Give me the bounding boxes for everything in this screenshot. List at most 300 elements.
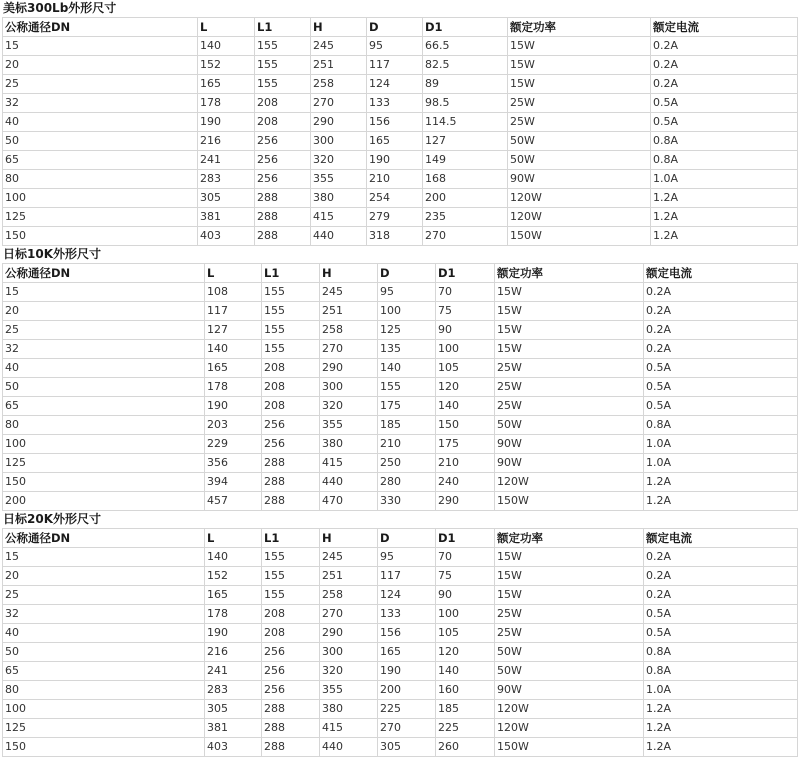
- table-cell: 380: [311, 189, 367, 208]
- table-cell: 105: [436, 359, 495, 378]
- table-cell: 235: [423, 208, 508, 227]
- table-row: [3, 227, 798, 246]
- table-row: [3, 170, 798, 189]
- table-cell: 100: [436, 605, 495, 624]
- table-cell: 225: [436, 719, 495, 738]
- table-cell: 120W: [495, 719, 644, 738]
- table-cell: 155: [255, 56, 311, 75]
- table-cell: 75: [436, 302, 495, 321]
- table-cell: 168: [423, 170, 508, 189]
- table-cell: 251: [311, 56, 367, 75]
- table-cell: 270: [311, 94, 367, 113]
- table-cell: 50: [3, 132, 198, 151]
- column-header: D: [367, 18, 423, 37]
- table-cell: 50: [3, 378, 205, 397]
- table-cell: 355: [320, 681, 378, 700]
- table-cell: 0.2A: [651, 75, 798, 94]
- table-cell: 208: [262, 378, 320, 397]
- column-header: D1: [423, 18, 508, 37]
- table-cell: 133: [378, 605, 436, 624]
- table-cell: 256: [262, 435, 320, 454]
- table-cell: 208: [255, 113, 311, 132]
- table-cell: 0.2A: [644, 283, 798, 302]
- table-cell: 140: [378, 359, 436, 378]
- table-cell: 1.0A: [644, 435, 798, 454]
- table-row: [3, 397, 798, 416]
- table-cell: 156: [367, 113, 423, 132]
- table-cell: 190: [205, 397, 262, 416]
- table-cell: 20: [3, 567, 205, 586]
- column-header: L1: [255, 18, 311, 37]
- table-row: [3, 283, 798, 302]
- table-cell: 50W: [495, 416, 644, 435]
- table-cell: 415: [320, 454, 378, 473]
- column-header: 额定功率: [495, 529, 644, 548]
- table-cell: 403: [205, 738, 262, 757]
- table-row: [3, 719, 798, 738]
- table-cell: 150: [436, 416, 495, 435]
- table-cell: 0.2A: [644, 302, 798, 321]
- table-cell: 150W: [495, 738, 644, 757]
- table-cell: 203: [205, 416, 262, 435]
- column-header: 额定电流: [644, 264, 798, 283]
- table-cell: 100: [3, 435, 205, 454]
- table-cell: 320: [311, 151, 367, 170]
- table-cell: 90: [436, 321, 495, 340]
- table-cell: 210: [436, 454, 495, 473]
- table-cell: 178: [198, 94, 255, 113]
- table-cell: 256: [262, 681, 320, 700]
- column-header: H: [320, 264, 378, 283]
- table-cell: 0.2A: [644, 586, 798, 605]
- table-cell: 258: [311, 75, 367, 94]
- table-cell: 260: [436, 738, 495, 757]
- table-cell: 155: [262, 340, 320, 359]
- table-cell: 124: [367, 75, 423, 94]
- table-cell: 270: [320, 340, 378, 359]
- table-cell: 114.5: [423, 113, 508, 132]
- table-cell: 125: [3, 719, 205, 738]
- table-cell: 70: [436, 548, 495, 567]
- table-cell: 380: [320, 700, 378, 719]
- table-cell: 135: [378, 340, 436, 359]
- table-cell: 149: [423, 151, 508, 170]
- table-row: [3, 473, 798, 492]
- table-cell: 216: [198, 132, 255, 151]
- table-cell: 15W: [495, 340, 644, 359]
- column-header: H: [320, 529, 378, 548]
- table-cell: 95: [378, 283, 436, 302]
- table-row: [3, 340, 798, 359]
- table-cell: 50W: [508, 151, 651, 170]
- table-row: [3, 302, 798, 321]
- table-cell: 300: [311, 132, 367, 151]
- table-row: [3, 738, 798, 757]
- table-cell: 0.2A: [644, 567, 798, 586]
- table-cell: 440: [311, 227, 367, 246]
- table-cell: 25W: [495, 397, 644, 416]
- table-cell: 381: [198, 208, 255, 227]
- table-cell: 150W: [508, 227, 651, 246]
- table-cell: 208: [255, 94, 311, 113]
- table-cell: 100: [436, 340, 495, 359]
- table-cell: 290: [436, 492, 495, 511]
- table-cell: 25W: [495, 378, 644, 397]
- column-header: 额定功率: [508, 18, 651, 37]
- table-cell: 175: [436, 435, 495, 454]
- table-cell: 229: [205, 435, 262, 454]
- table-cell: 100: [3, 700, 205, 719]
- table-cell: 283: [198, 170, 255, 189]
- column-header: 额定功率: [495, 264, 644, 283]
- table-cell: 160: [436, 681, 495, 700]
- table-cell: 254: [367, 189, 423, 208]
- table-cell: 15W: [495, 567, 644, 586]
- table-cell: 65: [3, 397, 205, 416]
- table-cell: 178: [205, 378, 262, 397]
- table-cell: 280: [378, 473, 436, 492]
- table-row: [3, 151, 798, 170]
- table-cell: 0.5A: [644, 378, 798, 397]
- table-row: [3, 700, 798, 719]
- table-cell: 288: [262, 454, 320, 473]
- table-row: [3, 662, 798, 681]
- section-title-jis-20k: 日标20K外形尺寸: [3, 512, 101, 526]
- table-cell: 150: [3, 227, 198, 246]
- table-header-row: [3, 264, 798, 283]
- column-header: D1: [436, 529, 495, 548]
- table-cell: 82.5: [423, 56, 508, 75]
- table-cell: 190: [367, 151, 423, 170]
- table-cell: 15W: [495, 283, 644, 302]
- table-cell: 120W: [508, 208, 651, 227]
- table-row: [3, 567, 798, 586]
- table-cell: 356: [205, 454, 262, 473]
- table-cell: 0.2A: [644, 548, 798, 567]
- table-cell: 251: [320, 302, 378, 321]
- table-cell: 394: [205, 473, 262, 492]
- table-cell: 200: [378, 681, 436, 700]
- table-cell: 75: [436, 567, 495, 586]
- table-cell: 155: [262, 283, 320, 302]
- table-cell: 120: [436, 378, 495, 397]
- table-cell: 125: [3, 454, 205, 473]
- table-cell: 25: [3, 75, 198, 94]
- column-header: 额定电流: [644, 529, 798, 548]
- column-header: 额定电流: [651, 18, 798, 37]
- table-cell: 50W: [495, 643, 644, 662]
- table-cell: 150: [3, 738, 205, 757]
- table-cell: 89: [423, 75, 508, 94]
- table-cell: 155: [262, 302, 320, 321]
- table-cell: 40: [3, 624, 205, 643]
- table-cell: 185: [378, 416, 436, 435]
- table-cell: 32: [3, 340, 205, 359]
- table-cell: 125: [378, 321, 436, 340]
- table-cell: 20: [3, 56, 198, 75]
- table-cell: 0.5A: [644, 359, 798, 378]
- table-cell: 1.0A: [651, 170, 798, 189]
- table-cell: 440: [320, 473, 378, 492]
- table-cell: 133: [367, 94, 423, 113]
- table-cell: 0.5A: [651, 94, 798, 113]
- table-cell: 457: [205, 492, 262, 511]
- table-cell: 15W: [508, 75, 651, 94]
- table-cell: 50W: [495, 662, 644, 681]
- table-cell: 90W: [495, 454, 644, 473]
- section-title-jis-10k: 日标10K外形尺寸: [3, 247, 101, 261]
- table-cell: 1.0A: [644, 681, 798, 700]
- table-cell: 40: [3, 113, 198, 132]
- table-cell: 98.5: [423, 94, 508, 113]
- table-cell: 140: [436, 662, 495, 681]
- table-cell: 117: [367, 56, 423, 75]
- table-us-300lb: [2, 17, 798, 246]
- table-cell: 190: [205, 624, 262, 643]
- column-header: 公称通径DN: [3, 264, 205, 283]
- table-cell: 380: [320, 435, 378, 454]
- column-header: L: [205, 264, 262, 283]
- table-cell: 256: [255, 151, 311, 170]
- table-cell: 140: [198, 37, 255, 56]
- table-cell: 270: [423, 227, 508, 246]
- table-cell: 150: [3, 473, 205, 492]
- table-cell: 25W: [495, 605, 644, 624]
- table-row: [3, 643, 798, 662]
- table-cell: 15: [3, 283, 205, 302]
- table-cell: 90W: [495, 435, 644, 454]
- table-cell: 210: [367, 170, 423, 189]
- column-header: L: [205, 529, 262, 548]
- table-cell: 0.2A: [644, 340, 798, 359]
- table-cell: 0.5A: [644, 605, 798, 624]
- table-cell: 403: [198, 227, 255, 246]
- table-row: [3, 208, 798, 227]
- column-header: H: [311, 18, 367, 37]
- table-cell: 155: [262, 586, 320, 605]
- table-cell: 288: [262, 700, 320, 719]
- column-header: D1: [436, 264, 495, 283]
- table-cell: 165: [205, 359, 262, 378]
- table-cell: 288: [255, 208, 311, 227]
- table-cell: 210: [378, 435, 436, 454]
- table-cell: 258: [320, 321, 378, 340]
- table-cell: 0.5A: [644, 397, 798, 416]
- table-cell: 290: [311, 113, 367, 132]
- table-cell: 270: [320, 605, 378, 624]
- table-cell: 80: [3, 681, 205, 700]
- table-row: [3, 605, 798, 624]
- table-cell: 155: [262, 567, 320, 586]
- table-cell: 155: [378, 378, 436, 397]
- table-cell: 318: [367, 227, 423, 246]
- column-header: 公称通径DN: [3, 529, 205, 548]
- table-row: [3, 624, 798, 643]
- table-cell: 156: [378, 624, 436, 643]
- table-cell: 0.8A: [644, 416, 798, 435]
- table-cell: 32: [3, 94, 198, 113]
- table-cell: 125: [3, 208, 198, 227]
- table-cell: 245: [320, 283, 378, 302]
- table-cell: 165: [378, 643, 436, 662]
- table-cell: 208: [262, 624, 320, 643]
- table-cell: 256: [262, 662, 320, 681]
- table-cell: 15W: [495, 586, 644, 605]
- table-cell: 1.2A: [644, 492, 798, 511]
- table-cell: 95: [378, 548, 436, 567]
- table-cell: 355: [311, 170, 367, 189]
- table-cell: 15W: [508, 56, 651, 75]
- table-cell: 120W: [495, 473, 644, 492]
- table-jis-20k: [2, 528, 798, 757]
- table-row: [3, 548, 798, 567]
- table-cell: 190: [378, 662, 436, 681]
- table-row: [3, 359, 798, 378]
- table-cell: 155: [255, 37, 311, 56]
- table-cell: 15W: [495, 548, 644, 567]
- table-cell: 140: [205, 548, 262, 567]
- table-cell: 1.2A: [651, 208, 798, 227]
- table-cell: 120W: [495, 700, 644, 719]
- table-row: [3, 454, 798, 473]
- table-cell: 305: [378, 738, 436, 757]
- table-cell: 90: [436, 586, 495, 605]
- table-cell: 117: [378, 567, 436, 586]
- table-cell: 225: [378, 700, 436, 719]
- table-cell: 0.2A: [651, 56, 798, 75]
- table-cell: 165: [205, 586, 262, 605]
- table-cell: 140: [436, 397, 495, 416]
- table-cell: 240: [436, 473, 495, 492]
- table-cell: 270: [378, 719, 436, 738]
- table-row: [3, 321, 798, 340]
- table-cell: 381: [205, 719, 262, 738]
- table-row: [3, 94, 798, 113]
- table-cell: 0.2A: [644, 321, 798, 340]
- table-row: [3, 416, 798, 435]
- column-header: L: [198, 18, 255, 37]
- table-cell: 200: [3, 492, 205, 511]
- table-row: [3, 56, 798, 75]
- table-cell: 185: [436, 700, 495, 719]
- table-cell: 152: [205, 567, 262, 586]
- table-cell: 15W: [495, 302, 644, 321]
- table-cell: 283: [205, 681, 262, 700]
- table-header-row: [3, 18, 798, 37]
- column-header: D: [378, 264, 436, 283]
- table-cell: 40: [3, 359, 205, 378]
- table-cell: 216: [205, 643, 262, 662]
- table-cell: 25: [3, 586, 205, 605]
- column-header: L1: [262, 529, 320, 548]
- column-header: D: [378, 529, 436, 548]
- table-row: [3, 435, 798, 454]
- table-cell: 256: [255, 132, 311, 151]
- table-cell: 70: [436, 283, 495, 302]
- table-cell: 1.0A: [644, 454, 798, 473]
- table-cell: 117: [205, 302, 262, 321]
- table-cell: 15W: [508, 37, 651, 56]
- table-cell: 300: [320, 643, 378, 662]
- table-cell: 355: [320, 416, 378, 435]
- table-cell: 1.2A: [644, 473, 798, 492]
- table-row: [3, 189, 798, 208]
- table-cell: 120: [436, 643, 495, 662]
- table-cell: 415: [311, 208, 367, 227]
- table-cell: 150W: [495, 492, 644, 511]
- table-cell: 288: [262, 738, 320, 757]
- table-cell: 178: [205, 605, 262, 624]
- table-cell: 470: [320, 492, 378, 511]
- table-cell: 175: [378, 397, 436, 416]
- table-row: [3, 492, 798, 511]
- table-cell: 241: [205, 662, 262, 681]
- table-cell: 1.2A: [644, 700, 798, 719]
- table-cell: 25W: [508, 113, 651, 132]
- table-cell: 100: [3, 189, 198, 208]
- table-cell: 288: [255, 227, 311, 246]
- table-cell: 15: [3, 548, 205, 567]
- table-cell: 50W: [508, 132, 651, 151]
- table-cell: 256: [255, 170, 311, 189]
- table-cell: 32: [3, 605, 205, 624]
- table-cell: 155: [255, 75, 311, 94]
- table-cell: 127: [423, 132, 508, 151]
- table-cell: 155: [262, 321, 320, 340]
- table-cell: 124: [378, 586, 436, 605]
- table-cell: 288: [262, 719, 320, 738]
- table-row: [3, 681, 798, 700]
- table-cell: 258: [320, 586, 378, 605]
- table-row: [3, 37, 798, 56]
- table-cell: 165: [198, 75, 255, 94]
- table-cell: 256: [262, 643, 320, 662]
- table-cell: 15W: [495, 321, 644, 340]
- table-cell: 15: [3, 37, 198, 56]
- table-jis-10k: [2, 263, 798, 511]
- table-cell: 0.8A: [644, 662, 798, 681]
- table-cell: 320: [320, 662, 378, 681]
- table-row: [3, 113, 798, 132]
- table-cell: 290: [320, 624, 378, 643]
- table-cell: 1.2A: [651, 227, 798, 246]
- table-cell: 100: [378, 302, 436, 321]
- table-cell: 1.2A: [651, 189, 798, 208]
- table-row: [3, 378, 798, 397]
- table-cell: 305: [198, 189, 255, 208]
- table-cell: 0.5A: [644, 624, 798, 643]
- table-cell: 208: [262, 359, 320, 378]
- table-cell: 440: [320, 738, 378, 757]
- table-cell: 65: [3, 662, 205, 681]
- table-cell: 288: [262, 473, 320, 492]
- table-cell: 208: [262, 605, 320, 624]
- table-cell: 0.8A: [644, 643, 798, 662]
- table-cell: 288: [255, 189, 311, 208]
- table-cell: 415: [320, 719, 378, 738]
- table-cell: 320: [320, 397, 378, 416]
- table-row: [3, 75, 798, 94]
- table-cell: 256: [262, 416, 320, 435]
- table-cell: 245: [311, 37, 367, 56]
- table-cell: 90W: [495, 681, 644, 700]
- table-cell: 25W: [508, 94, 651, 113]
- table-cell: 25W: [495, 359, 644, 378]
- table-cell: 330: [378, 492, 436, 511]
- table-cell: 105: [436, 624, 495, 643]
- table-cell: 1.2A: [644, 738, 798, 757]
- table-cell: 127: [205, 321, 262, 340]
